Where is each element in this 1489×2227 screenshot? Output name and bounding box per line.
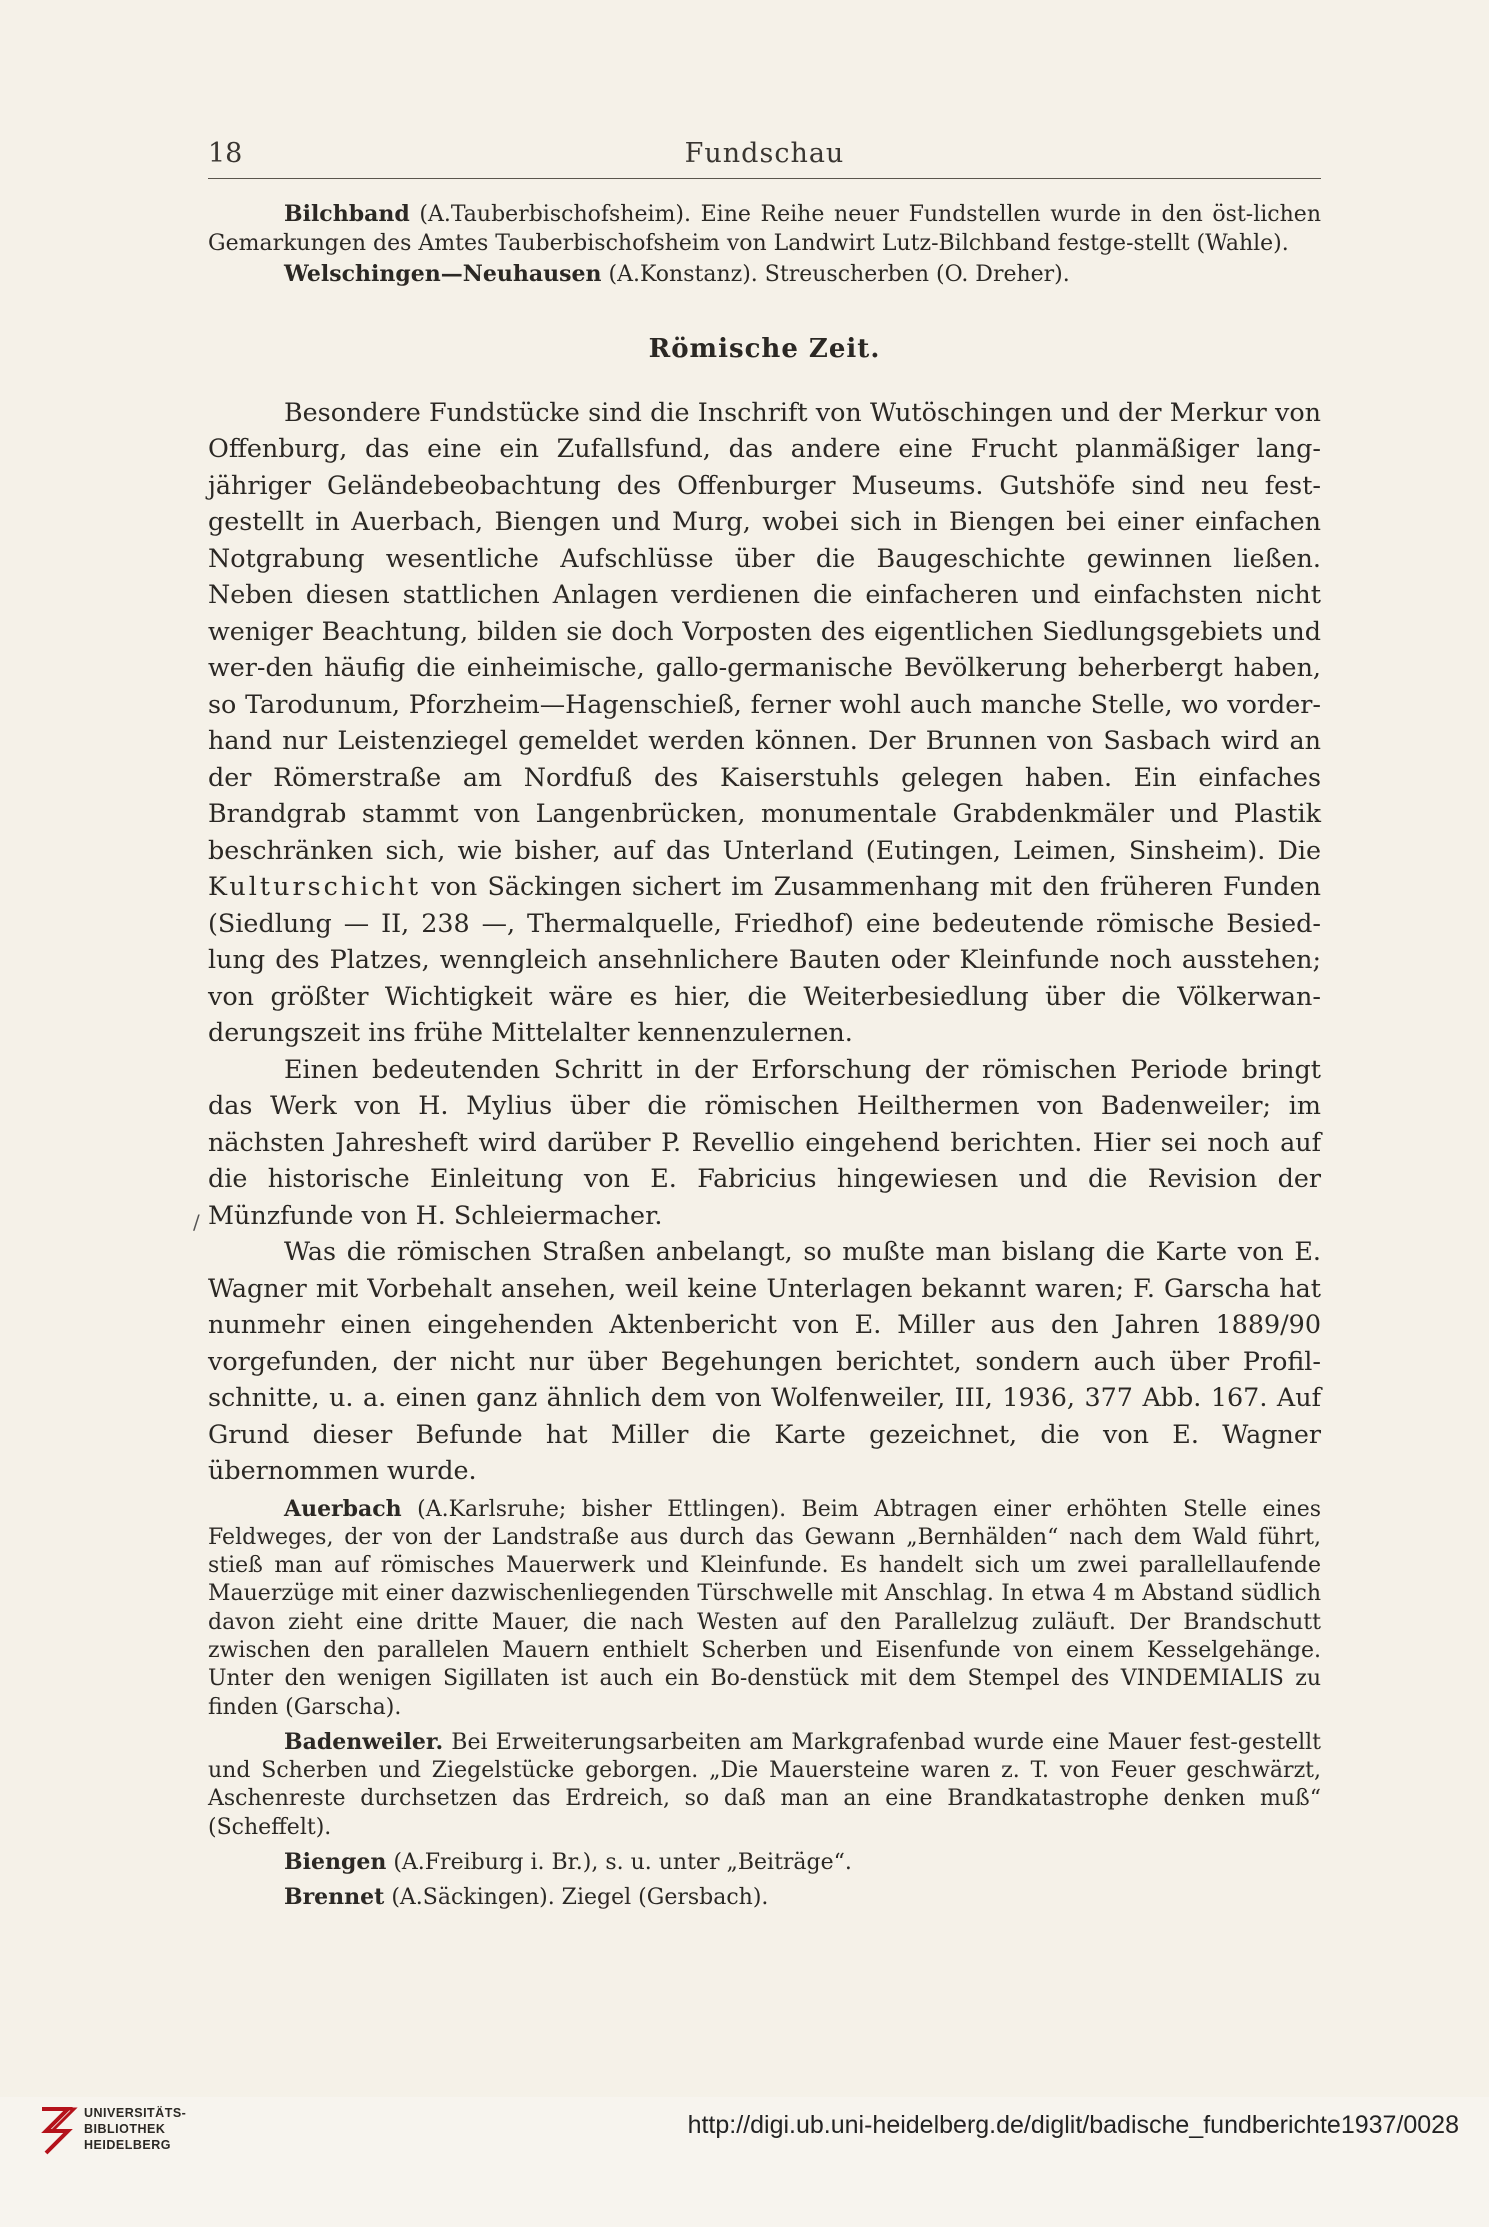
- page-header: [208, 132, 1321, 179]
- paragraph-text: von Säckingen sichert im Zusammenhang mit den früheren Funden (Siedlung — II, 238 —, Thermalquelle, Friedhof) eine bedeutende römische Besied-lung des Platzes, wenngleich ansehnlichere Bauten oder Kleinfunde noch ausstehen; von größter Wichtigkeit wäre es hier, die Weiterbesiedlung über die Völkerwan-derungszeit ins frühe Mittelalter kennenzulernen.: [208, 871, 1321, 1047]
- entry-text: (A.Karlsruhe; bisher Ettlingen). Beim Abtragen einer erhöhten Stelle eines Feldweges, der von der Landstraße aus durch das Gewann „Bernhälden“ nach dem Wald führt, stieß man auf römisches Mauerwerk und Kleinfunde. Es handelt sich um zwei parallellaufende Mauerzüge mit einer dazwischenliegenden Türschwelle mit Anschlag. In etwa 4 m Abstand südlich davon zieht eine dritte Mauer, die nach Westen auf den Parallelzug zuläuft. Der Brandschutt zwischen den parallelen Mauern enthielt Scherben und Eisenfunde von einem Kesselgehänge. Unter den wenigen Sigillaten ist auch ein Bo-denstück mit dem Stempel des VINDEMIALIS zu finden (Garscha).: [208, 1496, 1321, 1720]
- entry-heading: Badenweiler.: [284, 1728, 444, 1755]
- find-entry: [208, 1495, 1321, 1722]
- library-name-line: UNIVERSITÄTS-: [84, 2106, 187, 2120]
- library-name-line: BIBLIOTHEK: [84, 2122, 166, 2136]
- entry-text: (A.Freiburg i. Br.), s. u. unter „Beiträge“.: [386, 1850, 852, 1876]
- library-logo-icon: [38, 2105, 78, 2157]
- entry-text: (A.Konstanz). Streuscherben (O. Dreher).: [601, 262, 1070, 287]
- entry-text: (A.Säckingen). Ziegel (Gersbach).: [384, 1885, 769, 1911]
- page-number: 18: [208, 138, 243, 169]
- find-entry: [208, 1728, 1321, 1842]
- entry-heading: Auerbach: [284, 1495, 402, 1522]
- body-paragraph: Einen bedeutenden Schritt in der Erforschung der römischen Periode bringt das Werk von H. Mylius über die römischen Heilthermen von Badenweiler; im nächsten Jahresheft wird darüber P. Revellio eingehend berichten. Hier sei noch auf die historische Einleitung von E. Fabricius hingewiesen und die Revision der Münzfunde von H. Schleiermacher.: [208, 1053, 1321, 1230]
- find-entry: [208, 260, 1321, 290]
- find-entry: [208, 200, 1321, 258]
- body-paragraph: [208, 394, 1321, 1051]
- entry-heading: Brennet: [284, 1884, 385, 1911]
- library-name-line: HEIDELBERG: [84, 2138, 171, 2152]
- entry-text: (A.Tauberbischofsheim). Eine Reihe neuer Fundstellen wurde in den öst-lichen Gemarkungen des Amtes Tauberbischofsheim von Landwirt Lutz-Bilchband festge-stellt (Wahle).: [208, 202, 1321, 256]
- section-title: Römische Zeit.: [648, 333, 881, 364]
- entry-text: Bei Erweiterungsarbeiten am Markgrafenbad wurde eine Mauer fest-gestellt und Scherben und Ziegelstücke geborgen. „Die Mauersteine waren z. T. von Feuer geschwärzt, Aschenreste durchsetzen das Erdreich, so daß man an eine Brandkatastrophe denken muß“ (Scheffelt).: [208, 1729, 1321, 1840]
- library-name: [84, 2105, 186, 2153]
- body-paragraph: Was die römischen Straßen anbelangt, so mußte man bislang die Karte von E. Wagner mit Vorbehalt ansehen, weil keine Unterlagen bekannt waren; F. Garscha hat nunmehr einen eingehenden Aktenbericht von E. Miller aus den Jahren 1889/90 vorgefunden, der nicht nur über Begehungen berichtet, sondern auch über Profil-schnitte, u. a. einen ganz ähnlich dem von Wolfenweiler, III, 1936, 377 Abb. 167. Auf Grund dieser Befunde hat Miller die Karte gezeichnet, die von E. Wagner übernommen wurde.: [208, 1236, 1321, 1485]
- paragraph-text: Besondere Fundstücke sind die Inschrift von Wutöschingen und der Merkur von Offenburg, das eine ein Zufallsfund, das andere eine Frucht planmäßiger lang-jähriger Geländebeobachtung des Offenburger Museums. Gutshöfe sind neu fest-gestellt in Auerbach, Biengen und Murg, wobei sich in Biengen bei einer einfachen Notgrabung wesentliche Aufschlüsse über die Baugeschichte gewinnen ließen. Neben diesen stattlichen Anlagen verdienen die einfacheren und einfachsten nicht weniger Beachtung, bilden sie doch Vorposten des eigentlichen Siedlungsgebiets und wer-den häufig die einheimische, gallo-germanische Bevölkerung beherbergt haben, so Tarodunum, Pforzheim—Hagenschieß, ferner wohl auch manche Stelle, wo vorder-hand nur Leistenziegel gemeldet werden können. Der Brunnen von Sasbach wird an der Römerstraße am Nordfuß des Kaiserstuhls gelegen haben. Ein einfaches Brandgrab stammt von Langenbrücken, monumentale Grabdenkmäler und Plastik beschränken sich, wie bisher, auf das Unterland (Eutingen, Leimen, Sinsheim). Die: [208, 396, 1321, 865]
- find-entry: [208, 1883, 1321, 1912]
- running-head: Fundschau: [684, 138, 845, 169]
- source-url-link[interactable]: http://digi.ub.uni-heidelberg.de/diglit/badische_fundberichte1937/0028: [687, 2111, 1459, 2139]
- find-entry: [208, 1848, 1321, 1877]
- spaced-term: Kulturschicht: [208, 871, 422, 901]
- entry-heading: Biengen: [284, 1849, 387, 1876]
- text-block: [208, 200, 1321, 1913]
- entry-heading: Bilchband: [284, 201, 410, 227]
- footer: [0, 2097, 1489, 2227]
- entry-heading: Welschingen—Neuhausen: [284, 261, 602, 287]
- margin-mark: /: [193, 1210, 200, 1234]
